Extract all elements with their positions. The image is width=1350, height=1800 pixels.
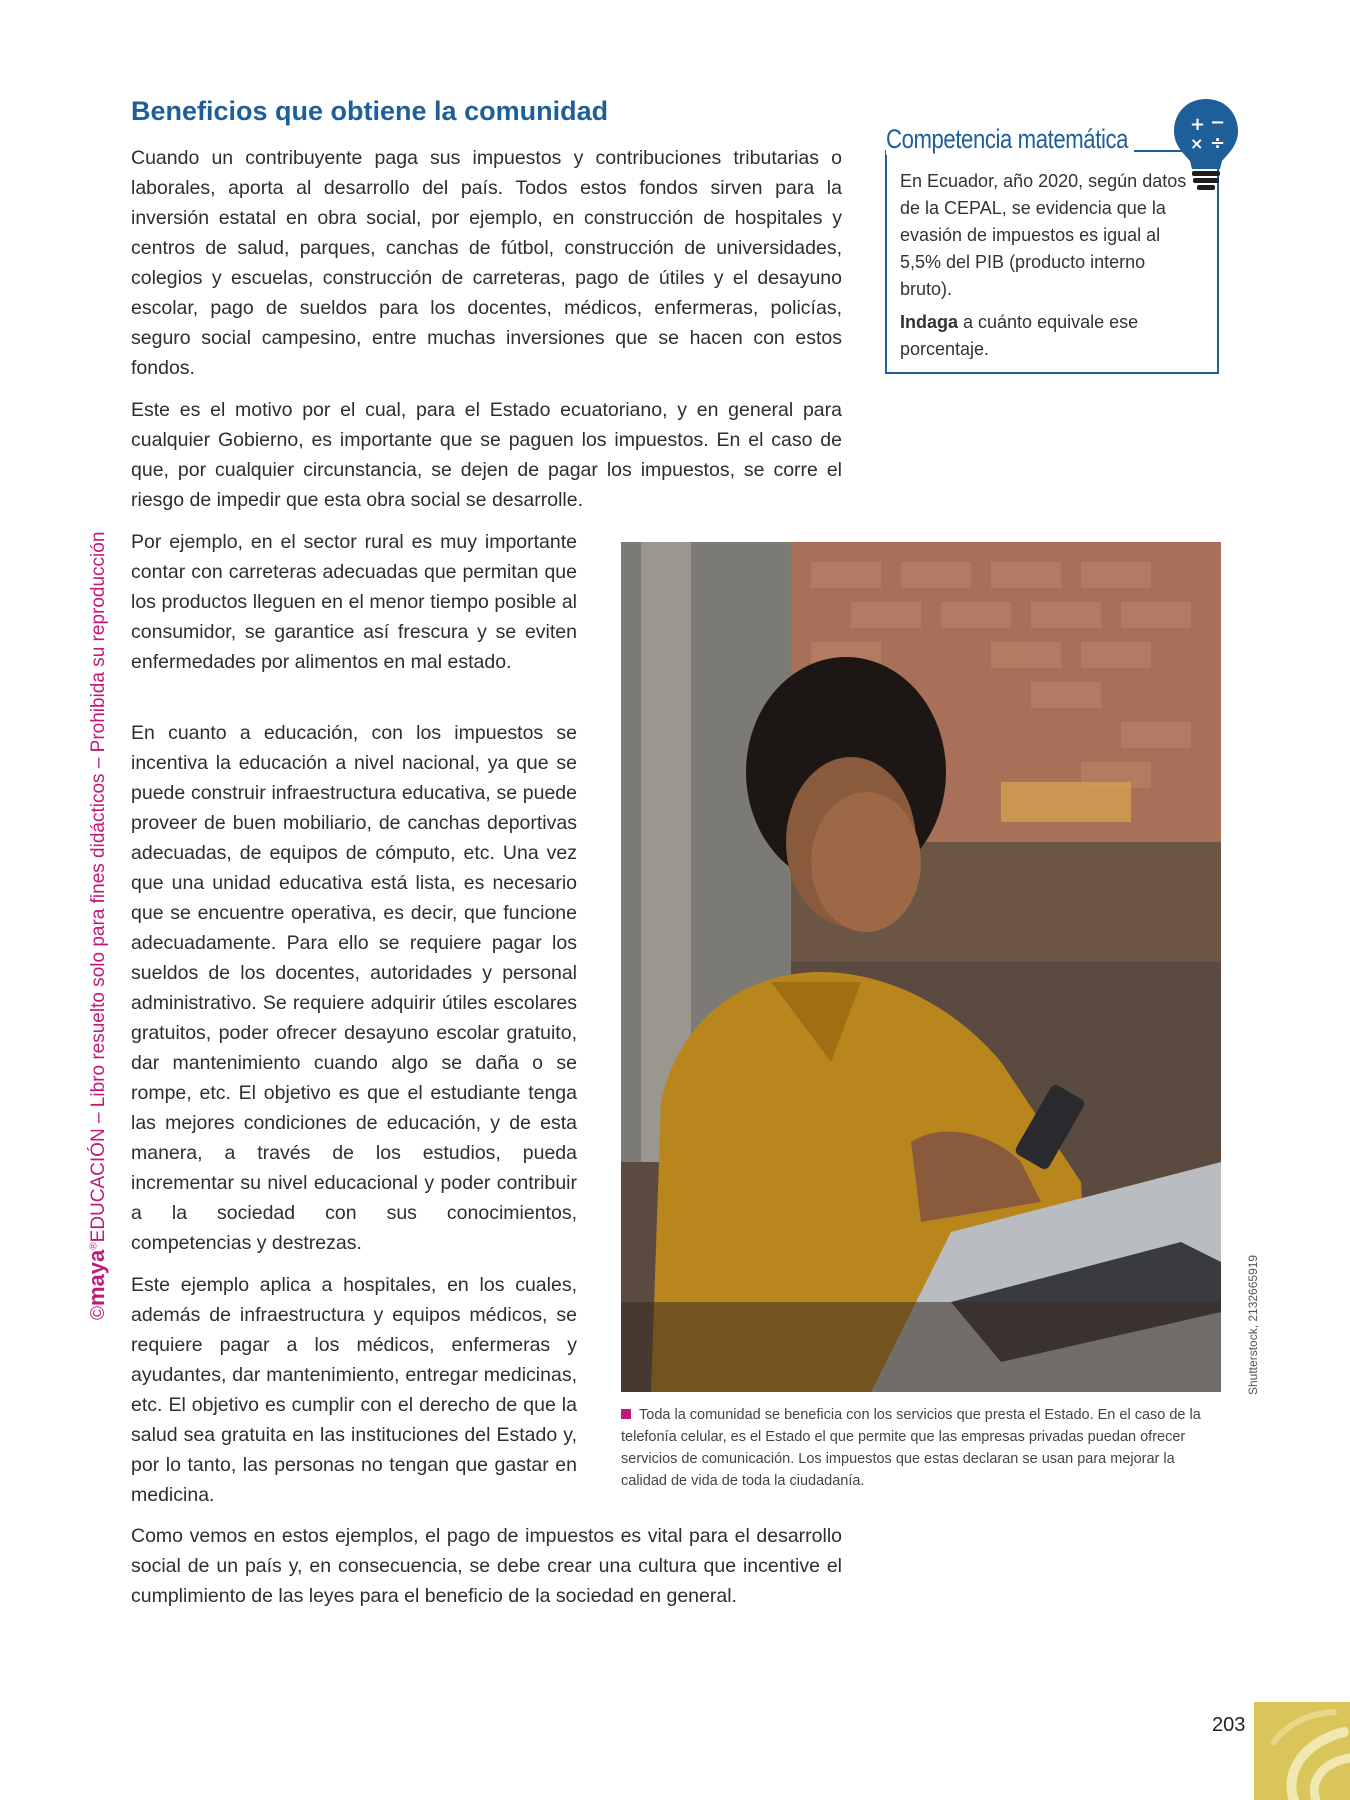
corner-swirl-icon — [1254, 1702, 1350, 1800]
paragraph-contribuyente: Cuando un contribuyente paga sus impuestos y contribuciones tributarias o laborales, aporta al desarrollo del país. Todos estos fondos sirven para la inversión estatal en obra social, por ejemplo, en construcción de hospitales y centros de salud, parques, canchas de fútbol, construcción de universidades, colegios y escuelas, construcción de carreteras, pago de útiles y el desayuno escolar, pago de sueldos para los docentes, médicos, enfermeras, policías, seguro social campesino, entre muchas inversiones que se hacen con estos fondos. — [131, 147, 842, 379]
competencia-content — [900, 168, 1200, 363]
competencia-title: Competencia matemática — [886, 124, 1133, 155]
competencia-question — [900, 309, 1200, 363]
lightbulb-math-icon — [1170, 95, 1242, 195]
paragraph-motivo: Este es el motivo por el cual, para el Estado ecuatoriano, y en general para cualquier Gobierno, es importante que se paguen los impuestos. En el caso de que, por cualquier circunstancia, se dejen de pagar los impuestos, se corre el riesgo de impedir que esta obra social se desarrolle. — [131, 399, 842, 511]
caption-bullet-icon — [621, 1409, 631, 1419]
svg-text:÷: ÷ — [1210, 133, 1226, 154]
registered-mark: ® — [88, 1242, 100, 1250]
paragraph-conclusion: Como vemos en estos ejemplos, el pago de impuestos es vital para el desarrollo social de un país y, en consecuencia, se debe crear una cultura que incentive el cumplimiento de las leyes para el beneficio de la sociedad en general. — [131, 1525, 842, 1607]
paragraph-sector-rural: Por ejemplo, en el sector rural es muy importante contar con carreteras adecuadas que permitan que los productos lleguen en el menor tiempo posible al consumidor, se garantice así frescura y se eviten enfermedades por alimentos en mal estado. — [131, 531, 577, 673]
competencia-question-rest: a cuánto equivale ese porcentaje. — [900, 312, 1139, 359]
page-number: 203 — [1212, 1714, 1246, 1736]
photo-illustration — [621, 542, 1221, 1392]
photo-caption — [621, 1404, 1221, 1492]
photo-woman-phone — [621, 542, 1221, 1392]
section-heading: Beneficios que obtiene la comunidad — [131, 96, 609, 126]
photo-caption-text: Toda la comunidad se beneficia con los servicios que presta el Estado. En el caso de la telefonía celular, es el Estado el que permite que las empresas privadas puedan ofrecer servicios de comunicación. Los impuestos que estas declaran se usan para mejorar la calidad de vida de toda la ciudadanía. — [621, 1407, 1201, 1489]
copyright-sidebar — [84, 480, 110, 1320]
competencia-question-verb: Indaga — [900, 312, 959, 332]
competencia-text: En Ecuador, año 2020, según datos de la CEPAL, se evidencia que la evasión de impuestos es igual al 5,5% del PIB (producto interno bruto). — [900, 171, 1187, 299]
svg-text:+: + — [1190, 114, 1206, 135]
svg-text:×: × — [1190, 134, 1204, 153]
corner-decoration — [1254, 1702, 1350, 1800]
copyright-symbol: © — [88, 1306, 109, 1320]
paragraph-hospitales: Este ejemplo aplica a hospitales, en los cuales, además de infraestructura y equipos médicos, se requiere pagar a los médicos, enfermeras y ayudantes, dar mantenimiento, entregar medicinas, etc. El objetivo es cumplir con el derecho de que la salud sea gratuita en las instituciones del Estado y, por lo tanto, las personas no tengan que gastar en medicina. — [131, 1274, 577, 1506]
photo-credit: Shutterstock, 2132665919 — [1246, 1254, 1260, 1395]
brand-logo-text: maya — [84, 1249, 109, 1306]
paragraph-educacion: En cuanto a educación, con los impuestos se incentiva la educación a nivel nacional, ya que se puede construir infraestructura educativa, se puede proveer de buen mobiliario, de canchas deportivas adecuadas, de equipos de cómputo, etc. Una vez que una unidad educativa está lista, es necesario que se encuentre operativa, es decir, que funcione adecuadamente. Para ello se requiere pagar los sueldos de los docentes, autoridades y personal administrativo. Se requiere adquirir útiles escolares gratuitos, poder ofrecer desayuno escolar gratuito, dar mantenimiento cuando algo se daña o se rompe, etc. El objetivo es que el estudiante tenga las mejores condiciones de educación, y de esta manera, a través de los estudios, pueda incrementar su nivel educacional y poder contribuir a la sociedad con sus conocimientos, competencias y destrezas. — [131, 722, 577, 1254]
svg-text:−: − — [1210, 112, 1226, 133]
copyright-notice: EDUCACIÓN – Libro resuelto solo para fines didácticos – Prohibida su reproducción — [88, 531, 109, 1243]
